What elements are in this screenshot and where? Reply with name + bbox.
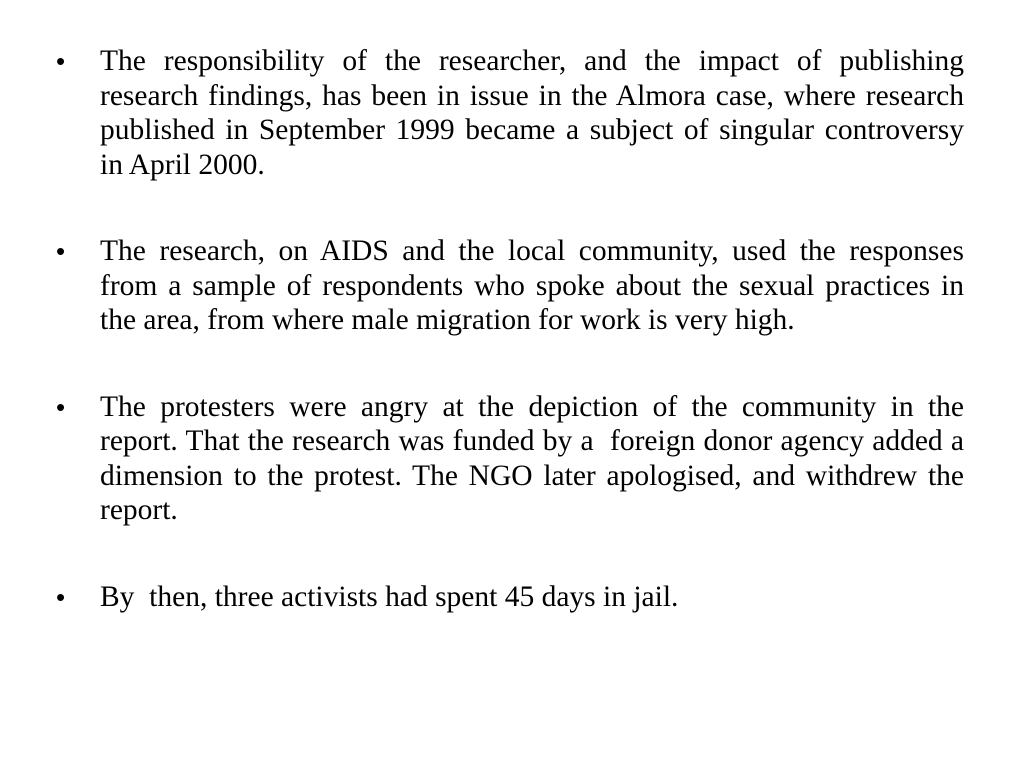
bullet-text: By then, three activists had spent 45 days in jail. [100, 580, 679, 613]
bullet-text: The research, on AIDS and the local community, used the responses from a sample of respondents who spoke about the sexual practices in the area, from where male migration for work is very high. [100, 235, 972, 336]
bullet-text: The responsibility of the researcher, and the impact of publishing research findings, has been in issue in the Almora case, where research published in September 1999 became a subject of singular controversy in April 2000. [100, 45, 972, 181]
bullet-icon: • [56, 46, 66, 76]
bullet-icon: • [56, 581, 66, 612]
bullet-list [56, 44, 972, 666]
bullet-text: The protesters were angry at the depiction of the community in the report. That the research was funded by a foreign donor agency added a dimension to the protest. The NGO later apologised, and withdrew the report. [100, 390, 972, 526]
bullet-item-2 [56, 234, 972, 338]
bullet-item-1 [56, 44, 972, 182]
bullet-item-4 [56, 580, 964, 615]
bullet-icon: • [56, 236, 66, 266]
bullet-icon: • [56, 391, 66, 422]
bullet-item-3 [56, 390, 972, 528]
